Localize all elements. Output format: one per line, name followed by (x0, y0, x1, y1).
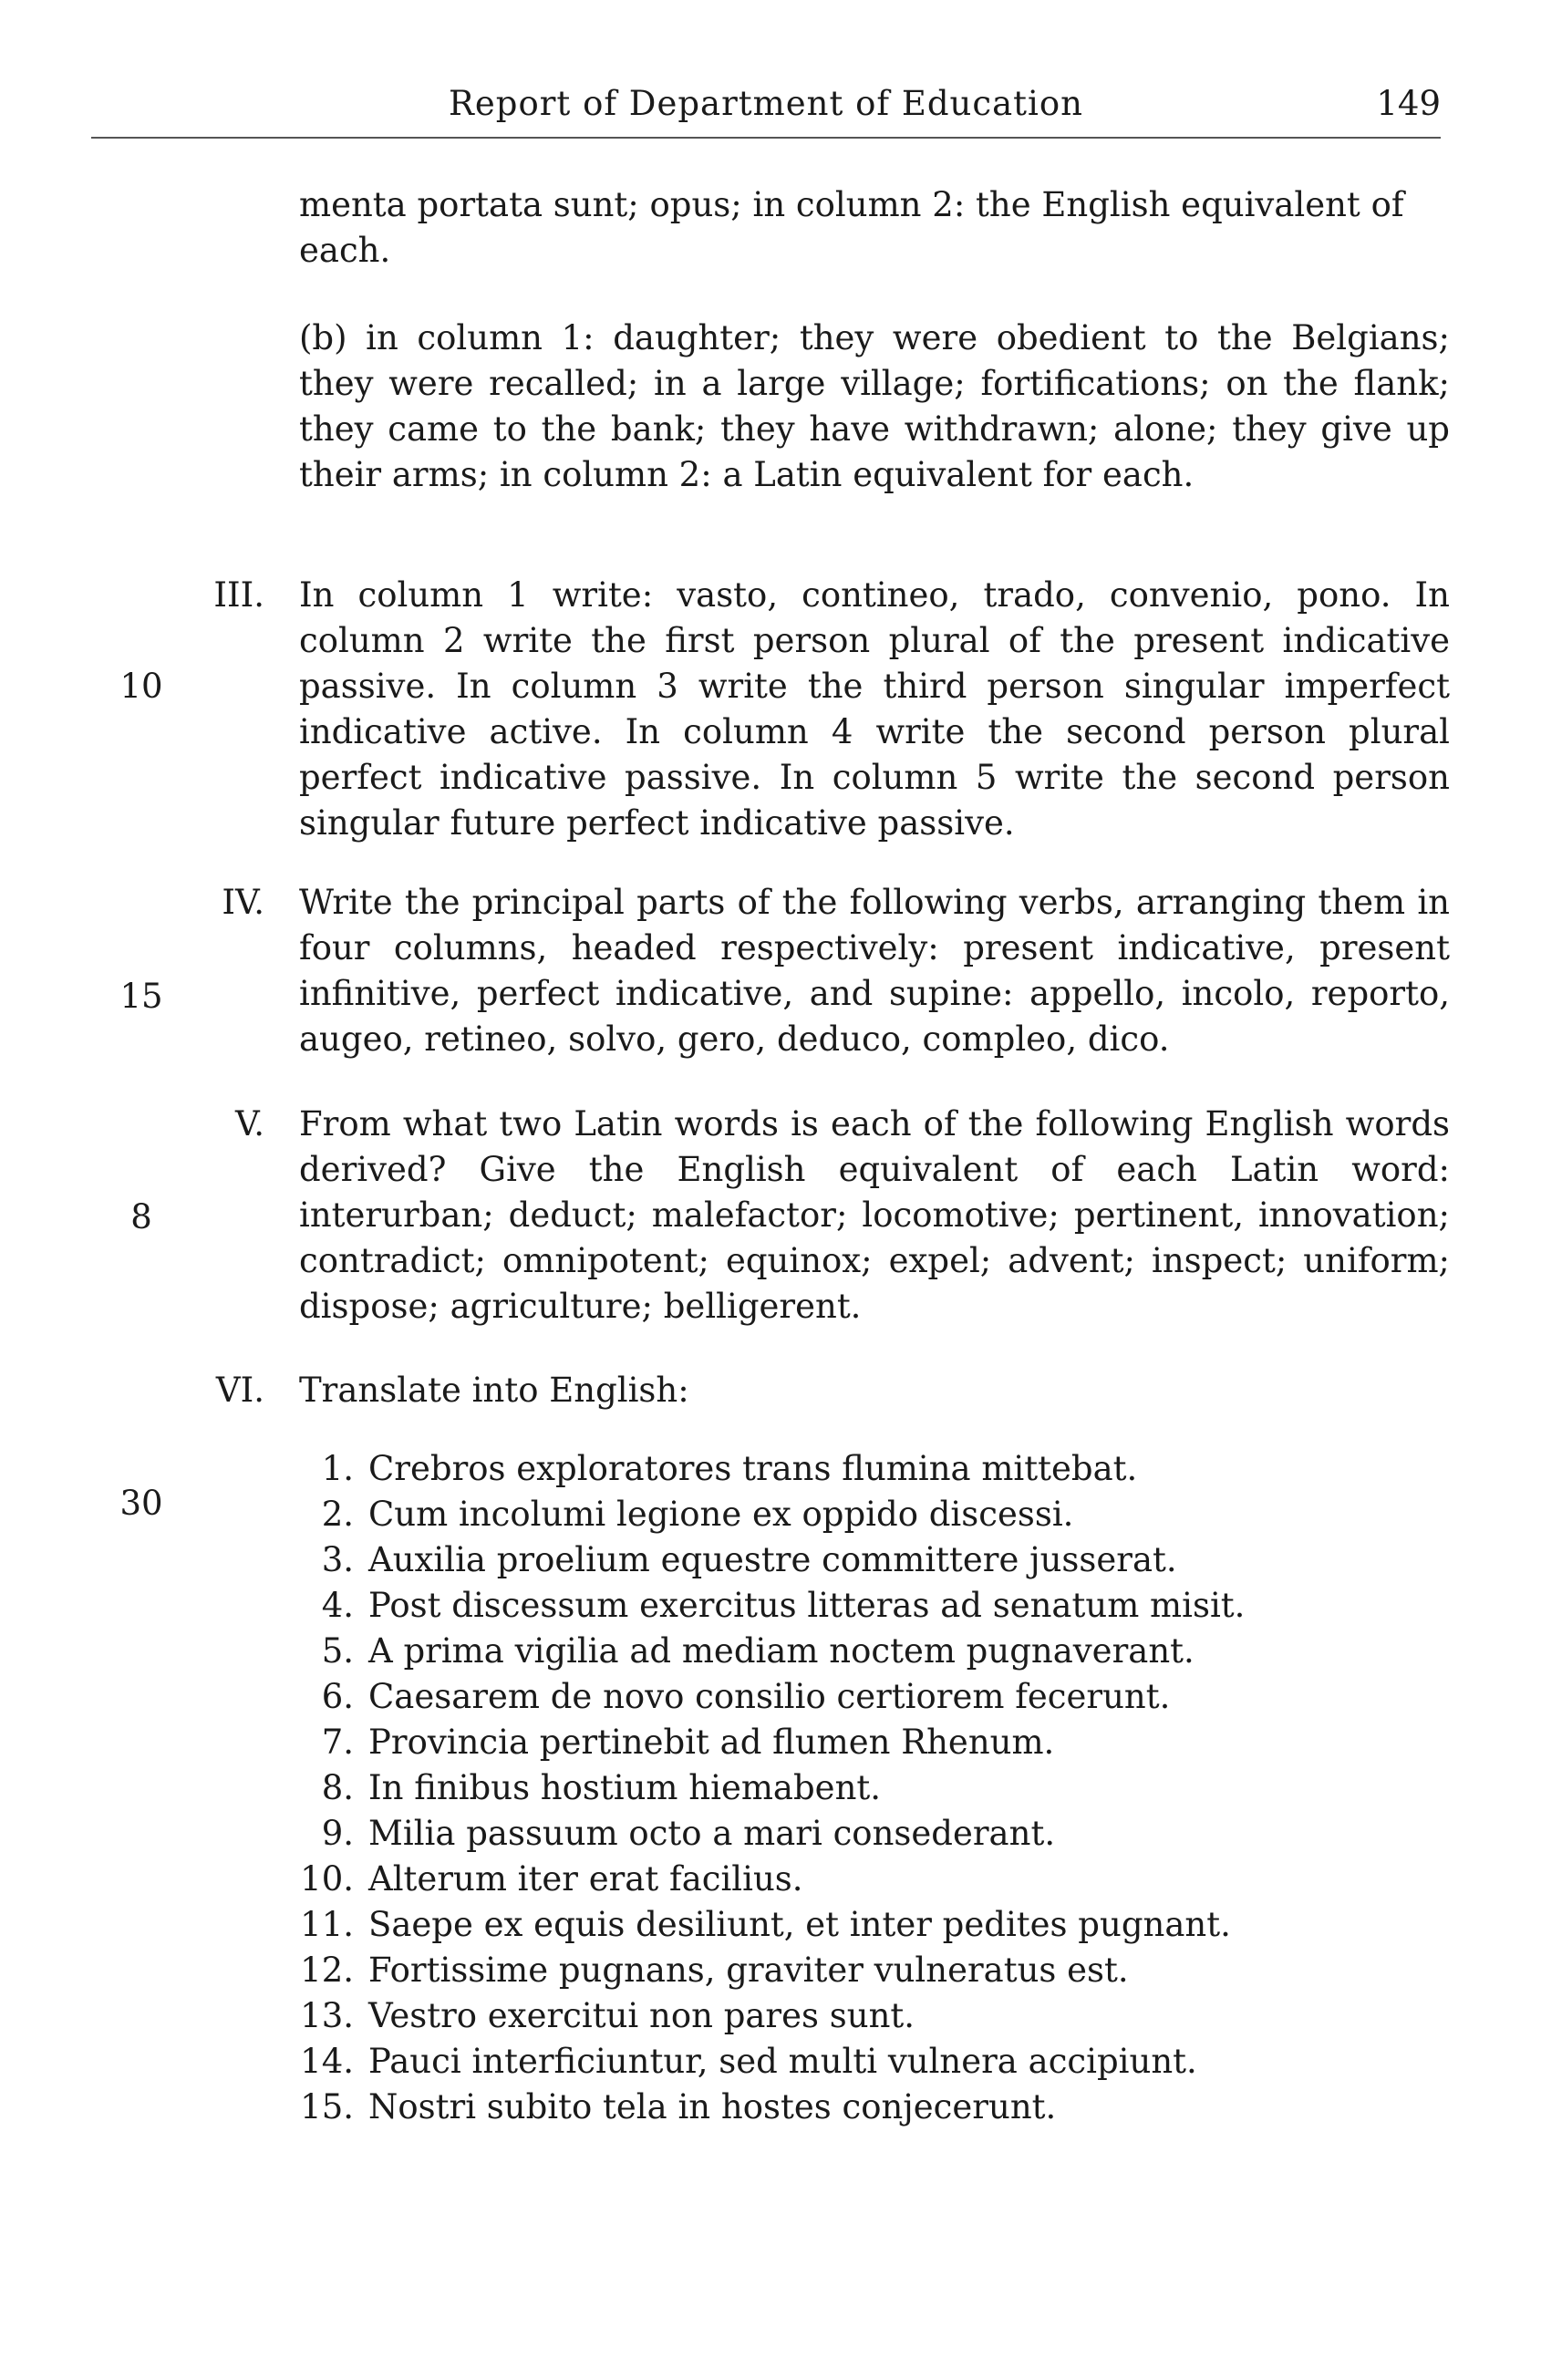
running-header (91, 80, 1441, 133)
question-v (299, 1102, 1450, 1330)
question-credit-iii: 10 (119, 667, 163, 706)
sentence-text: In finibus hostium hiemabent. (368, 1768, 882, 1807)
sentence-text: Nostri subito tela in hostes conjecerunt. (368, 2087, 1057, 2126)
sentence-number: 9. (321, 1814, 354, 1853)
sentence-number: 5. (321, 1631, 354, 1671)
sentence-number: 8. (321, 1768, 354, 1807)
sentence-number: 10. (300, 1859, 354, 1899)
sentence-text: Provincia pertinebit ad flumen Rhenum. (368, 1723, 1055, 1762)
sentence-number: 1. (321, 1449, 354, 1488)
sentence-number: 3. (321, 1540, 354, 1579)
list-item (292, 1720, 1386, 1765)
sentence-number: 6. (321, 1677, 354, 1716)
list-item (292, 1674, 1386, 1720)
question-numeral-v: V. (234, 1104, 264, 1143)
list-item (292, 2085, 1386, 2130)
list-item (292, 1902, 1386, 1948)
sentence-number: 14. (300, 2042, 354, 2081)
sentence-text: Vestro exercitui non pares sunt. (368, 1996, 915, 2035)
list-item (292, 1993, 1386, 2039)
list-item (292, 1492, 1386, 1537)
question-credit-vi: 30 (119, 1484, 163, 1523)
question-vi-text: Translate into English: (299, 1371, 689, 1410)
sentence-number: 7. (321, 1723, 354, 1762)
question-iv-text: Write the principal parts of the following verbs, arranging them in four columns, headed respectively: present indicative, present infinitive, perfect indicative, and supine: appello, incolo, reporto, augeo, retineo, solvo, gero, deduco, compleo, dico. (299, 883, 1450, 1059)
sentence-text: Post discessum exercitus litteras ad senatum misit. (368, 1586, 1246, 1625)
header-rule (91, 137, 1441, 139)
part-b-text: (b) in column 1: daughter; they were obedient to the Belgians; they were recalled; in a large village; fortifications; on the flank; they came to the bank; they have withdrawn; alone; they give up their arms; in column 2: a Latin equivalent for each. (299, 318, 1450, 494)
question-v-text: From what two Latin words is each of the following English words derived? Give the English equivalent of each Latin word: interurban; deduct; malefactor; locomotive; pertinent, innovation; contradict; omnipotent; equinox; expel; advent; inspect; uniform; dispose; agriculture; belligerent. (299, 1104, 1450, 1326)
question-credit-iv: 15 (119, 977, 163, 1016)
running-title: Report of Department of Education (449, 84, 1083, 123)
sentence-number: 2. (321, 1495, 354, 1534)
list-item (292, 2039, 1386, 2085)
sentence-text: Milia passuum octo a mari consederant. (368, 1814, 1056, 1853)
list-item (292, 1948, 1386, 1993)
list-item (292, 1446, 1386, 1492)
list-item (292, 1811, 1386, 1857)
question-iii (299, 573, 1450, 846)
part-b-paragraph (299, 316, 1450, 498)
page-number: 149 (1376, 84, 1441, 123)
question-iii-text: In column 1 write: vasto, contineo, trado, convenio, pono. In column 2 write the first person plural of the present indicative passive. In column 3 write the third person singular imperfect indicative active. In column 4 write the second person plural perfect indicative passive. In column 5 write the second person singular future perfect indicative passive. (299, 575, 1450, 843)
sentence-text: Cum incolumi legione ex oppido discessi. (368, 1495, 1074, 1534)
sentence-text: Alterum iter erat facilius. (368, 1859, 803, 1899)
question-credit-v: 8 (130, 1197, 152, 1237)
translation-sentence-list (292, 1446, 1386, 2130)
sentence-number: 13. (300, 1996, 354, 2035)
list-item (292, 1583, 1386, 1629)
list-item (292, 1629, 1386, 1674)
list-item (292, 1537, 1386, 1583)
question-numeral-iii: III. (213, 575, 264, 615)
sentence-text: Saepe ex equis desiliunt, et inter pedites pugnant. (368, 1905, 1231, 1944)
sentence-text: Crebros exploratores trans flumina mittebat. (368, 1449, 1138, 1488)
sentence-text: Caesarem de novo consilio certiorem fecerunt. (368, 1677, 1171, 1716)
continuation-text: menta portata sunt; opus; in column 2: the English equivalent of each. (299, 185, 1404, 270)
continuation-paragraph (299, 182, 1450, 274)
list-item (292, 1765, 1386, 1811)
sentence-number: 15. (300, 2087, 354, 2126)
sentence-text: Pauci interficiuntur, sed multi vulnera accipiunt. (368, 2042, 1197, 2081)
sentence-number: 4. (321, 1586, 354, 1625)
sentence-text: Fortissime pugnans, graviter vulneratus est. (368, 1951, 1129, 1990)
question-numeral-iv: IV. (222, 883, 264, 922)
question-iv (299, 880, 1450, 1062)
sentence-text: Auxilia proelium equestre committere jusserat. (368, 1540, 1177, 1579)
question-vi (299, 1368, 1450, 1413)
sentence-text: A prima vigilia ad mediam noctem pugnaverant. (368, 1631, 1195, 1671)
sentence-number: 11. (300, 1905, 354, 1944)
question-numeral-vi: VI. (215, 1371, 264, 1410)
sentence-number: 12. (300, 1951, 354, 1990)
list-item (292, 1857, 1386, 1902)
